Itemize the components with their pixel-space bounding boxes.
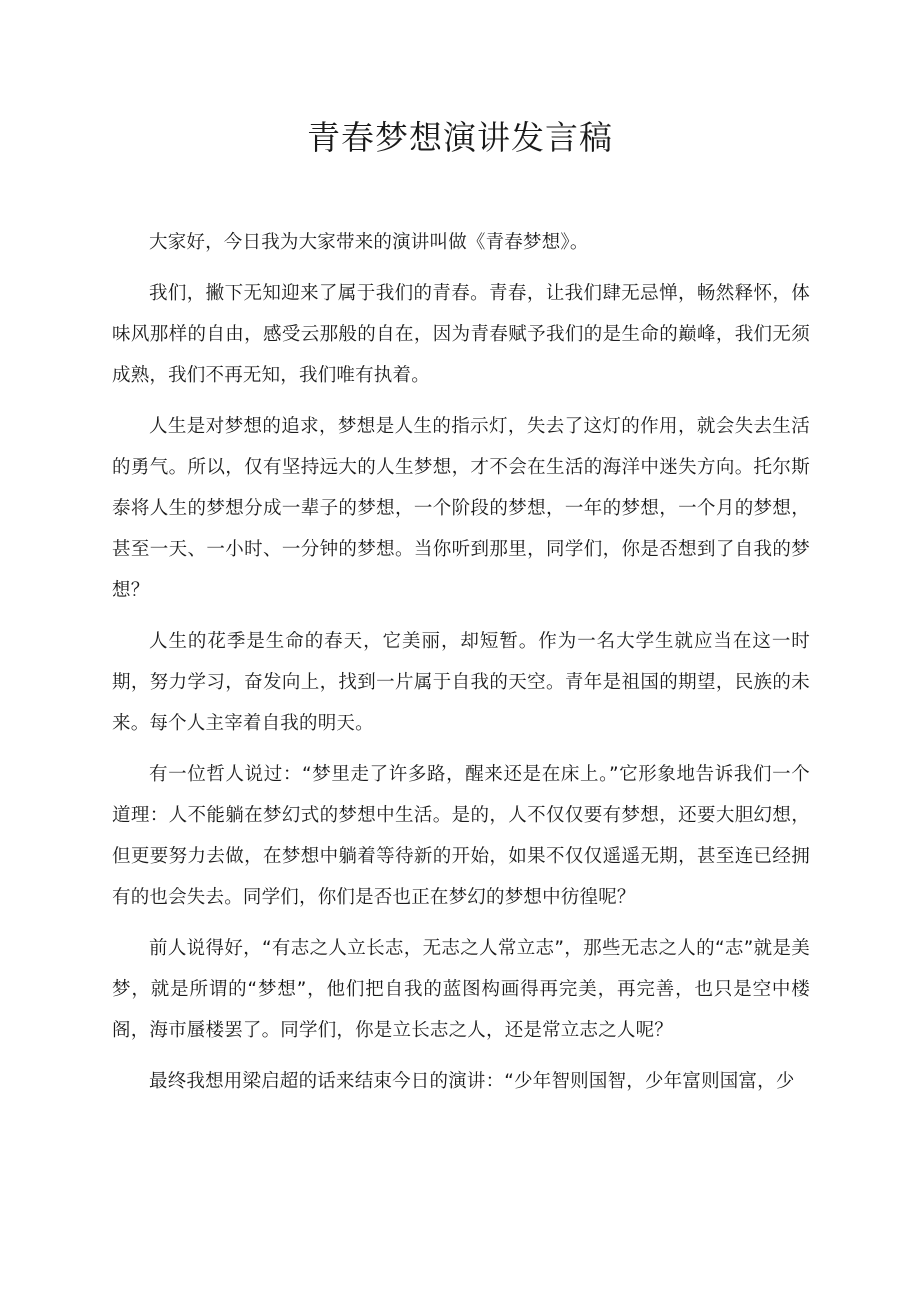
- paragraph: 人生是对梦想的追求，梦想是人生的指示灯，失去了这灯的作用，就会失去生活的勇气。所以，仅有坚持远大的人生梦想，才不会在生活的海洋中迷失方向。托尔斯泰将人生的梦想分成一辈子的梦想，一个阶段的梦想，一年的梦想，一个月的梦想，甚至一天、一小时、一分钟的梦想。当你听到那里，同学们，你是否想到了自我的梦想？: [112, 416, 810, 601]
- paragraph: 大家好，今日我为大家带来的演讲叫做《青春梦想》。: [149, 232, 589, 253]
- paragraph: 前人说得好，“有志之人立长志，无志之人常立志”，那些无志之人的“志”就是美梦，就是所谓的“梦想”，他们把自我的蓝图构画得再完美，再完善，也只是空中楼阁，海市蜃楼罢了。同学们，你是立长志之人，还是常立志之人呢？: [112, 938, 810, 1041]
- paragraph: 有一位哲人说过：“梦里走了许多路，醒来还是在床上。”它形象地告诉我们一个道理：人不能躺在梦幻式的梦想中生活。是的，人不仅仅要有梦想，还要大胆幻想，但更要努力去做，在梦想中躺着等待新的开始，如果不仅仅遥遥无期，甚至连已经拥有的也会失去。同学们，你们是否也正在梦幻的梦想中彷徨呢？: [112, 764, 810, 908]
- paragraph: 最终我想用梁启超的话来结束今日的演讲：“少年智则国智，少年富则国富，少: [149, 1071, 795, 1092]
- document-body: [112, 222, 810, 1112]
- document-title: 青春梦想演讲发言稿: [307, 118, 613, 157]
- paragraph: 我们，撇下无知迎来了属于我们的青春。青春，让我们肆无忌惮，畅然释怀，体味风那样的自由，感受云那般的自在，因为青春赋予我们的是生命的巅峰，我们无须成熟，我们不再无知，我们唯有执着。: [112, 283, 810, 386]
- paragraph: 人生的花季是生命的春天，它美丽，却短暂。作为一名大学生就应当在这一时期，努力学习，奋发向上，找到一片属于自我的天空。青年是祖国的期望，民族的未来。每个人主宰着自我的明天。: [112, 631, 810, 734]
